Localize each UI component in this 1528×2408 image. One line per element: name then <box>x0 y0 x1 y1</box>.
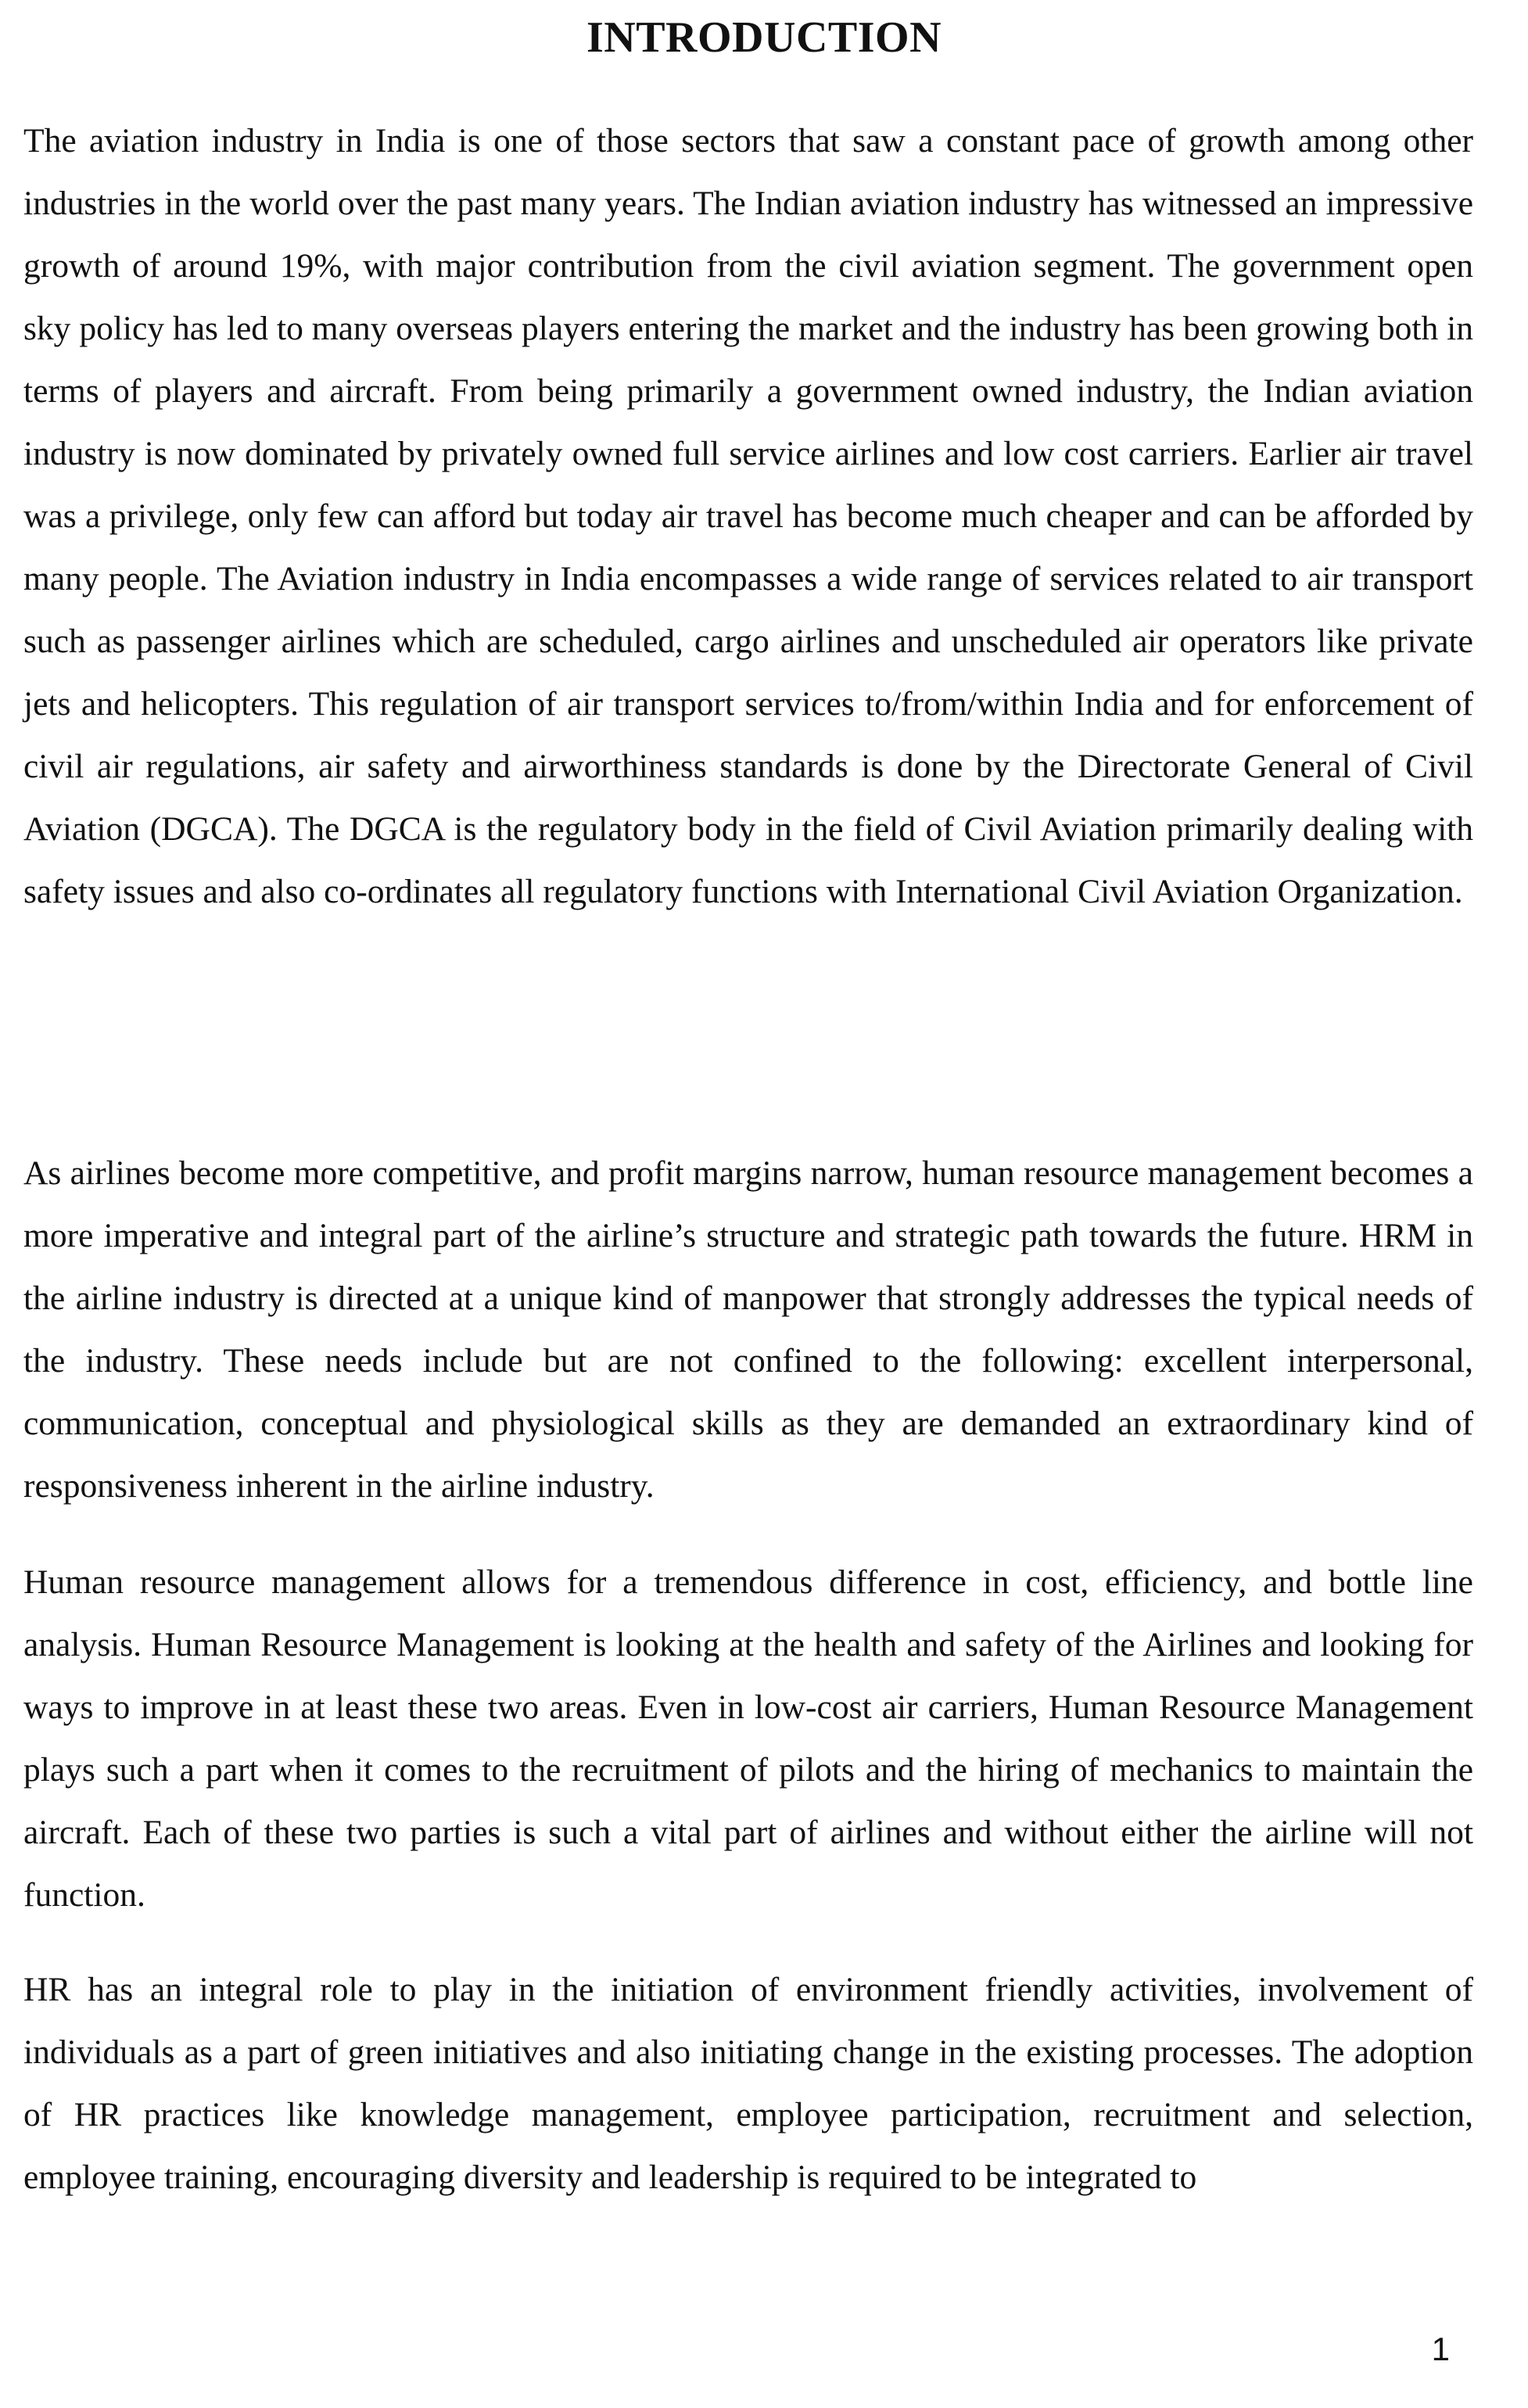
paragraph-aviation-industry-overview: The aviation industry in India is one of those sectors that saw a constant pace of growth among other industries in the world over the past many years. The Indian aviation industry has witnessed an impressive growth of around 19%, with major contribution from the civil aviation segment. The government open sky policy has led to many overseas players entering the market and the industry has been growing both in terms of players and aircraft. From being primarily a government owned industry, the Indian aviation industry is now dominated by privately owned full service airlines and low cost carriers. Earlier air travel was a privilege, only few can afford but today air travel has become much cheaper and can be afforded by many people. The Aviation industry in India encompasses a wide range of services related to air transport such as passenger airlines which are scheduled, cargo airlines and unscheduled air operators like private jets and helicopters. This regulation of air transport services to/from/within India and for enforcement of civil air regulations, air safety and airworthiness standards is done by the Directorate General of Civil Aviation (DGCA). The DGCA is the regulatory body in the field of Civil Aviation primarily dealing with safety issues and also co-ordinates all regulatory functions with International Civil Aviation Organization. <box>23 122 1473 910</box>
paragraph-hrm-airline-competitiveness: As airlines become more competitive, and profit margins narrow, human resource management becomes a more imperative and integral part of the airline’s structure and strategic path towards the future. HRM in the airline industry is directed at a unique kind of manpower that strongly addresses the typical needs of the industry. These needs include but are not confined to the following: excellent interpersonal, communication, conceptual and physiological skills as they are demanded an extraordinary kind of responsiveness inherent in the airline industry. <box>23 1154 1473 1505</box>
page-title: INTRODUCTION <box>586 13 942 62</box>
page-number: 1 <box>1431 2331 1450 2367</box>
paragraph-hrm-cost-efficiency: Human resource management allows for a tremendous difference in cost, efficiency, and bottle line analysis. Human Resource Management is looking at the health and safety of the Airlines and looking for ways to improve in at least these two areas. Even in low-cost air carriers, Human Resource Management plays such a part when it comes to the recruitment of pilots and the hiring of mechanics to maintain the aircraft. Each of these two parties is such a vital part of airlines and without either the airline will not function. <box>23 1563 1473 1914</box>
paragraph-hr-green-initiatives: HR has an integral role to play in the initiation of environment friendly activities, involvement of individuals as a part of green initiatives and also initiating change in the existing processes. The adoption of HR practices like knowledge management, employee participation, recruitment and selection, employee training, encouraging diversity and leadership is required to be integrated to <box>23 1971 1473 2196</box>
